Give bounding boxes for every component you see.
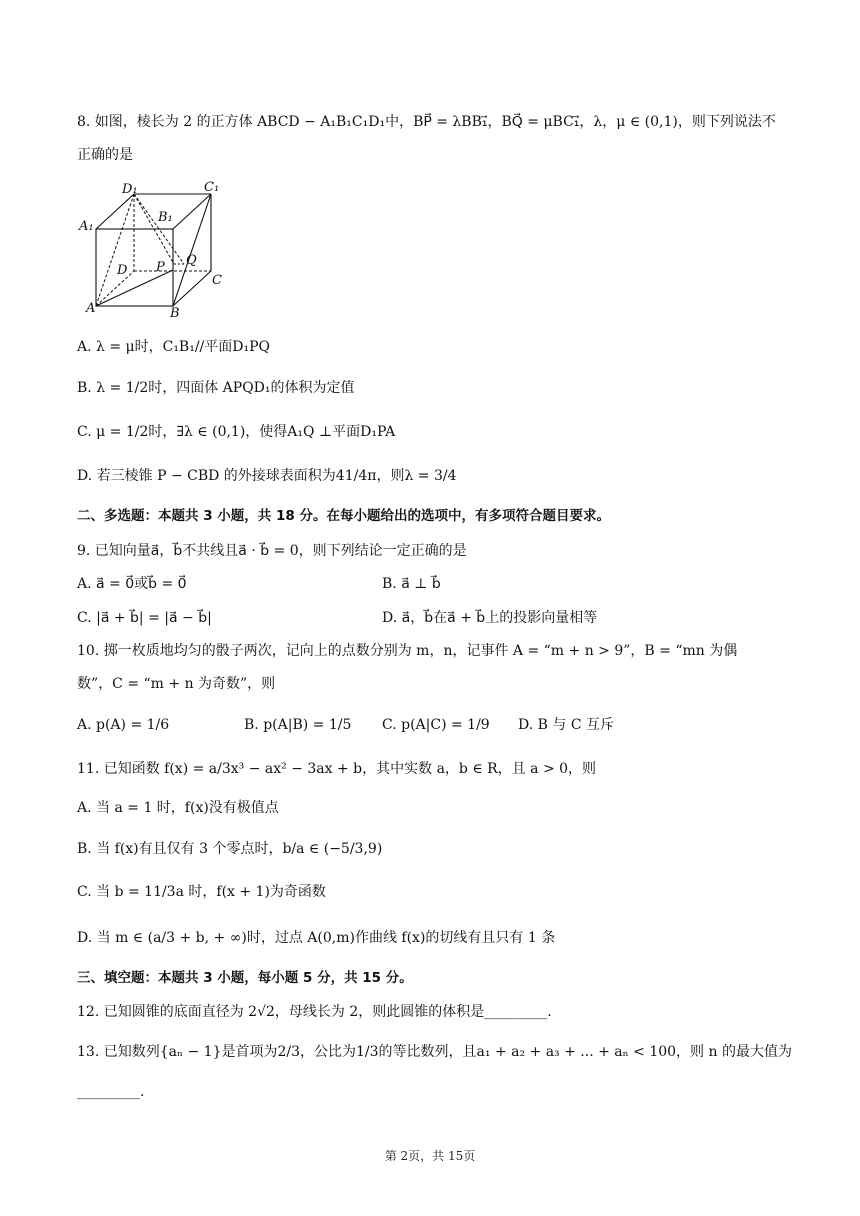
edge-AD-hidden	[96, 271, 134, 306]
section-3-heading: 三、填空题：本题共 3 小题，每小题 5 分，共 15 分。	[77, 970, 413, 986]
label-D: D	[117, 263, 128, 278]
q10-option-b: B. p(A|B) = 1/5	[244, 717, 352, 733]
q8-option-a: A. λ = μ时，C₁B₁//平面D₁PQ	[77, 339, 271, 355]
q8-option-d: D. 若三棱锥 P − CBD 的外接球表面积为41/4π，则λ = 3/4	[77, 468, 457, 484]
q13-stem-line1: 13. 已知数列{aₙ − 1}是首项为2/3，公比为1/3的等比数列，且a₁ + a₂ + a₃ + ... + aₙ < 100，则 n 的最大值为	[77, 1044, 792, 1060]
q11-option-c: C. 当 b = 11/3a 时，f(x + 1)为奇函数	[77, 884, 326, 900]
q9-option-c: C. |a⃗ + b⃗| = |a⃗ − b⃗|	[77, 610, 212, 626]
label-A1: A₁	[79, 219, 94, 234]
q10-option-c: C. p(A|C) = 1/9	[382, 717, 490, 733]
q8-option-b: B. λ = 1/2时，四面体 APQD₁的体积为定值	[77, 380, 355, 396]
q8-stem-line2: 正确的是	[77, 147, 133, 163]
cube-figure	[76, 178, 226, 318]
q13-stem-line2: _________.	[77, 1084, 145, 1100]
q12-stem: 12. 已知圆锥的底面直径为 2√2，母线长为 2，则此圆锥的体积是_________.	[77, 1004, 552, 1020]
edge-AP	[96, 270, 173, 306]
q10-option-d: D. B 与 C 互斥	[518, 717, 614, 733]
q9-option-d: D. a⃗，b⃗在a⃗ + b⃗上的投影向量相等	[382, 610, 598, 626]
q11-option-d: D. 当 m ∈ (a/3 + b, + ∞)时，过点 A(0,m)作曲线 f(x)的切线有且只有 1 条	[77, 930, 556, 946]
section-2-heading: 二、多选题：本题共 3 小题，共 18 分。在每小题给出的选项中，有多项符合题目要求。	[77, 508, 610, 524]
label-Q: Q	[186, 253, 197, 268]
label-P: P	[156, 260, 165, 275]
q11-option-b: B. 当 f(x)有且仅有 3 个零点时，b/a ∈ (−5/3,9)	[77, 841, 383, 857]
q8-stem-line1: 8. 如图，棱长为 2 的正方体 ABCD − A₁B₁C₁D₁中，BP⃗ = λBB₁⃗，BQ⃗ = μBC₁⃗，λ，μ ∈ (0,1)，则下列说法不	[77, 114, 776, 130]
label-C: C	[212, 273, 222, 288]
q10-stem-line1: 10. 掷一枚质地均匀的骰子两次，记向上的点数分别为 m，n，记事件 A = “m + n > 9”，B = “mn 为偶	[77, 643, 738, 659]
label-B: B	[170, 306, 180, 318]
page-footer: 第 2页，共 15页	[384, 1149, 476, 1163]
q10-option-a: A. p(A) = 1/6	[77, 717, 170, 733]
q11-stem: 11. 已知函数 f(x) = a/3x³ − ax² − 3ax + b，其中实数 a，b ∈ R，且 a > 0，则	[77, 761, 597, 777]
q9-stem: 9. 已知向量a⃗，b⃗不共线且a⃗ · b⃗ = 0，则下列结论一定正确的是	[77, 543, 467, 559]
q8-option-c: C. μ = 1/2时，∃λ ∈ (0,1)，使得A₁Q ⊥平面D₁PA	[77, 424, 396, 440]
q11-option-a: A. 当 a = 1 时，f(x)没有极值点	[77, 800, 279, 816]
edge-A1D1	[96, 194, 134, 229]
label-C1: C₁	[204, 180, 220, 195]
label-A: A	[86, 301, 96, 316]
label-B1: B₁	[158, 210, 173, 225]
q10-stem-line2: 数”，C = “m + n 为奇数”，则	[77, 676, 276, 692]
q9-option-b: B. a⃗ ⊥ b⃗	[382, 576, 441, 592]
q9-option-a: A. a⃗ = 0⃗或b⃗ = 0⃗	[77, 576, 187, 592]
label-D1: D₁	[122, 182, 138, 197]
